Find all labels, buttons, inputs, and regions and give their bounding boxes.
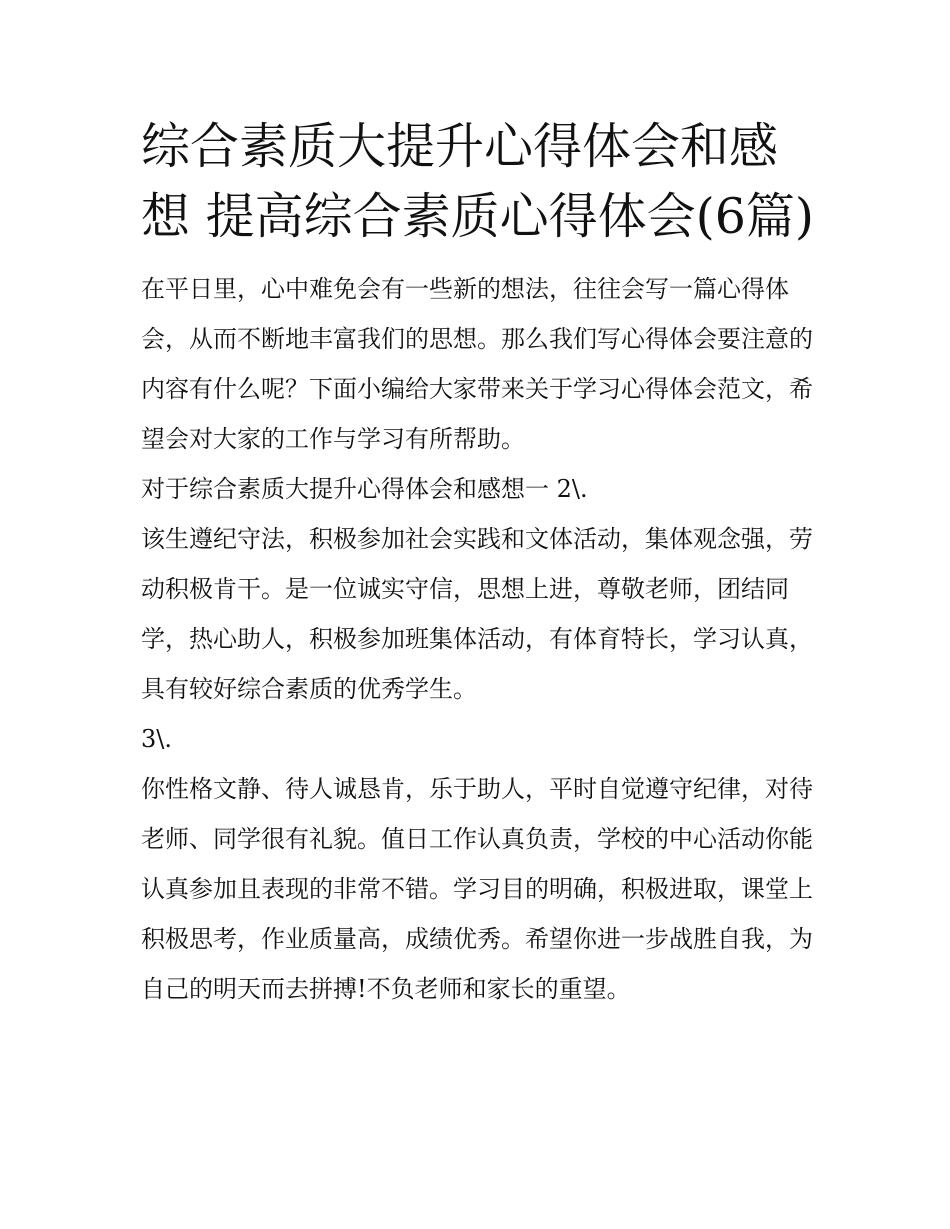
document-body bbox=[141, 264, 821, 1014]
document-title: 综合素质大提升心得体会和感想 提高综合素质心得体会(6篇) bbox=[141, 118, 814, 245]
comment-paragraph-3: 你性格文静、待人诚恳肯，乐于助人，平时自觉遵守纪律，对待老师、同学很有礼貌。值日工作认真负责，学校的中心活动你能认真参加且表现的非常不错。学习目的明确，积极进取，课堂上积极思考，作业质量高，成绩优秀。希望你进一步战胜自我，为自己的明天而去拼搏!不负老师和家长的重望。 bbox=[141, 775, 813, 1003]
section-number-3: 3\. bbox=[141, 725, 172, 753]
intro-paragraph: 在平日里，心中难免会有一些新的想法，往往会写一篇心得体会，从而不断地丰富我们的思想。那么我们写心得体会要注意的内容有什么呢？下面小编给大家带来关于学习心得体会范文，希望会对大家的工作与学习有所帮助。 bbox=[141, 275, 813, 453]
comment-paragraph-2: 该生遵纪守法，积极参加社会实践和文体活动，集体观念强，劳动积极肯干。是一位诚实守信，思想上进，尊敬老师，团结同学，热心助人，积极参加班集体活动，有体育特长，学习认真，具有较好综合素质的优秀学生。 bbox=[141, 525, 813, 703]
document-content bbox=[141, 112, 821, 1014]
section-heading-line: 对于综合素质大提升心得体会和感想一 2\. bbox=[141, 475, 588, 503]
